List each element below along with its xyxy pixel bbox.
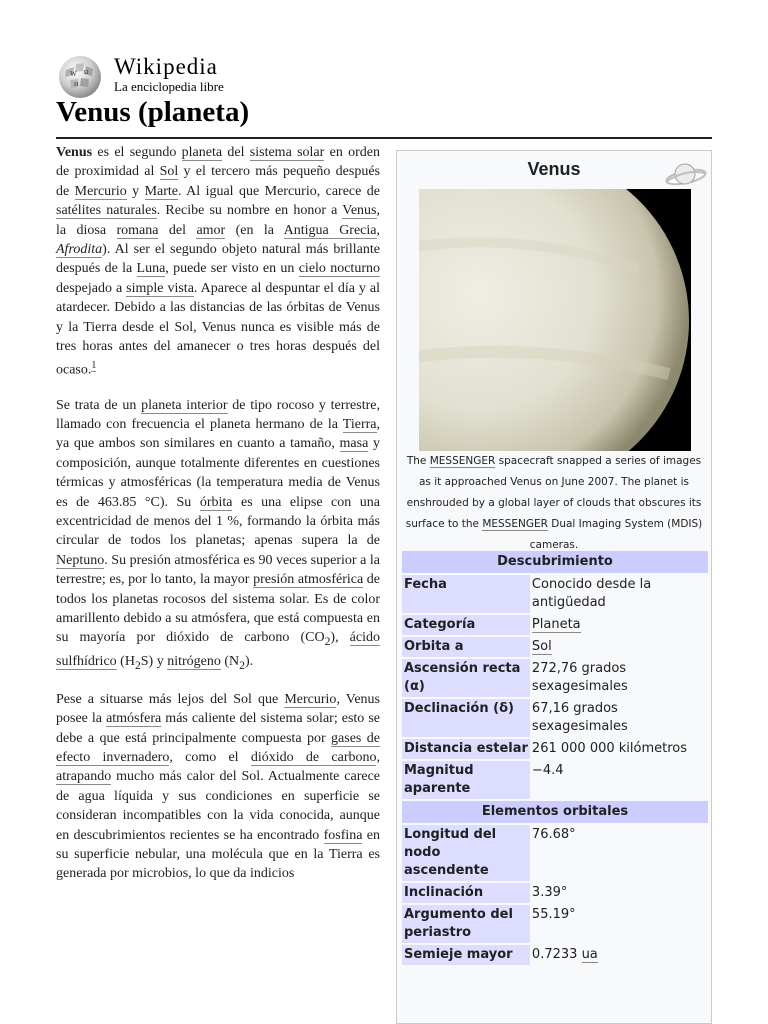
link-planeta-interior[interactable]: planeta interior: [141, 397, 228, 413]
row-value: −4.4: [530, 761, 708, 799]
text: del: [158, 222, 197, 238]
table-row: [402, 575, 708, 613]
title-divider: [56, 137, 712, 139]
text: del: [222, 145, 250, 160]
link-neptuno[interactable]: Neptuno: [56, 552, 105, 568]
link-marte[interactable]: Marte: [144, 183, 179, 199]
row-value: [530, 637, 708, 657]
text: Se trata de un: [56, 397, 142, 413]
table-row: [402, 761, 708, 799]
row-value: [530, 945, 708, 965]
row-value: [530, 615, 708, 635]
text: de tipo rocoso y terrestre, llamado con frecuencia el planeta hermano de la: [56, 397, 380, 432]
text: ,: [376, 222, 380, 238]
link-romana[interactable]: romana: [116, 222, 159, 238]
wikipedia-globe-icon[interactable]: [56, 52, 104, 100]
text: más caliente del sistema solar; esto se debe a que está principalmente compuesta por: [56, 711, 380, 746]
table-row: [402, 739, 708, 759]
text: . Su presión atmosférica es 90 veces superior a la terrestre; es, por lo tanto, la mayor: [56, 552, 380, 588]
link-orbita[interactable]: órbita: [199, 494, 233, 510]
text: , como el: [169, 750, 251, 766]
text: ,: [376, 750, 380, 766]
text: de todos los planetas rocosos del sistema solar. Es de color amarillento debido a su atmósfera, que está compuesta en su mayoría por dióxido de carbono (CO: [56, 572, 381, 646]
text: y el tercero más pequeño después de: [56, 164, 380, 199]
link-masa[interactable]: masa: [339, 436, 369, 452]
table-row: [402, 905, 708, 943]
infobox: [396, 150, 712, 1024]
text: y: [126, 183, 145, 199]
image-caption: [401, 451, 707, 556]
subscript: 2: [239, 658, 245, 672]
row-value: Conocido desde la antigüedad: [530, 575, 708, 613]
row-label: Inclinación: [402, 883, 530, 903]
table-row: [402, 615, 708, 635]
paragraph-3: [56, 690, 380, 884]
text: (en la: [225, 222, 284, 238]
svg-text:И: И: [74, 82, 79, 88]
link-sol-orbita[interactable]: Sol: [531, 639, 552, 654]
text: mucho más calor del Sol. Actualmente carece de agua líquida y sus condiciones en superficie se consideran incompatibles con la vida conocida, aunque en descubrimientos recientes se ha encontrado: [56, 769, 380, 843]
text: es el segundo: [92, 145, 182, 160]
section-header-elementos-orbitales: Elementos orbitales: [402, 801, 708, 823]
semieje-value: 0.7233: [531, 947, 578, 962]
table-row: [402, 699, 708, 737]
text: S) y: [140, 653, 168, 669]
article-subject: Venus: [56, 145, 93, 160]
table-row: [402, 883, 708, 903]
link-nitrogeno[interactable]: nitrógeno: [167, 653, 221, 669]
row-label: Declinación (δ): [402, 699, 530, 737]
subscript: 2: [324, 635, 331, 649]
svg-text:Ω: Ω: [84, 70, 89, 76]
row-value: 272,76 grados sexagesimales: [530, 659, 708, 697]
row-value: 55.19°: [530, 905, 708, 943]
link-afrodita[interactable]: Afrodita: [56, 242, 103, 258]
text: Pese a situarse más lejos del Sol que: [56, 691, 285, 707]
link-mercurio[interactable]: Mercurio: [74, 183, 127, 199]
text: . Recibe su nombre en honor a: [156, 203, 343, 219]
link-presion-atmosferica[interactable]: presión atmosférica: [253, 572, 364, 588]
link-planeta-categoria[interactable]: Planeta: [531, 617, 581, 632]
row-label: Ascensión recta (α): [402, 659, 530, 697]
row-label: Longitud del nodo ascendente: [402, 825, 530, 881]
venus-planet-illustration: [419, 189, 691, 451]
link-satelites-naturales[interactable]: satélites naturales: [56, 203, 157, 219]
link-sistema-solar[interactable]: sistema solar: [249, 145, 325, 160]
link-atmosfera[interactable]: atmósfera: [106, 711, 162, 727]
svg-text:W: W: [70, 70, 77, 78]
link-venus-diosa[interactable]: Venus: [342, 203, 377, 219]
text: en su superficie nebular, una molécula que en la Tierra es generada por microbios, lo que da indicios: [56, 827, 380, 882]
text: ). Al ser el segundo objeto natural más brillante después de la: [56, 242, 380, 277]
page-title: Venus (planeta): [56, 96, 250, 128]
venus-image[interactable]: [419, 189, 691, 451]
text: ),: [330, 630, 350, 646]
text: , la diosa: [56, 203, 380, 238]
row-value: 67,16 grados sexagesimales: [530, 699, 708, 737]
text: (N: [220, 653, 240, 669]
link-messenger[interactable]: MESSENGER: [429, 455, 496, 467]
link-ua[interactable]: ua: [581, 947, 598, 962]
text: The: [406, 455, 430, 467]
row-label: Semieje mayor: [402, 945, 530, 965]
text: , Venus posee la: [56, 691, 380, 727]
link-tierra[interactable]: Tierra: [342, 416, 377, 432]
paragraph-1: [56, 143, 380, 381]
text: ).: [244, 653, 254, 669]
table-row: [402, 659, 708, 697]
text: en orden de proximidad al: [56, 145, 380, 180]
text: y composición, aunque totalmente diferentes en cuestiones térmicas y atmosféricas (la temperatura media de Venus es de 463.85 °C). Su: [56, 436, 380, 510]
row-label: Categoría: [402, 615, 530, 635]
text: despejado a: [56, 280, 127, 296]
link-acido-sulfhidrico[interactable]: ácido sulfhídrico: [56, 630, 380, 669]
reference-1[interactable]: [91, 360, 96, 372]
infobox-title: Venus: [527, 159, 581, 179]
text: , ya que ambos son similares en cuanto a tamaño,: [56, 416, 380, 452]
paragraph-2: [56, 396, 380, 675]
text: spacecraft snapped a series of images as it approached Venus on June 2007. The planet is enshrouded by a global layer of clouds that obscures its surface to the: [405, 455, 702, 530]
link-mercurio-2[interactable]: Mercurio: [284, 691, 337, 707]
text: . Aparece al despuntar el día y al atardecer. Debido a las distancias de las órbitas de Venus y la Tierra desde el Sol, Venus nunca es visible más de tres horas antes del amanecer o tres horas después del ocaso.: [56, 280, 380, 379]
subscript: 2: [134, 658, 141, 672]
reference-link[interactable]: 1: [91, 360, 97, 372]
article-body: [56, 143, 380, 899]
row-label: Fecha: [402, 575, 530, 613]
row-label: Argumento del periastro: [402, 905, 530, 943]
infobox-table: [402, 549, 708, 967]
table-row: [402, 945, 708, 965]
text: es una elipse con una excentricidad de menos del 1 %, formando la órbita más circular de todos los planetas; apenas supera la de: [56, 494, 380, 549]
text: Dual Imaging System (MDIS) cameras.: [529, 518, 703, 551]
section-header-descubrimiento: Descubrimiento: [402, 551, 708, 573]
link-atrapando[interactable]: atrapando: [56, 769, 112, 785]
row-value: 261 000 000 kilómetros: [530, 739, 708, 759]
site-header: [56, 52, 356, 100]
text: . Al igual que Mercurio, carece de: [178, 183, 380, 199]
text: (H: [116, 653, 135, 669]
link-cielo-nocturno[interactable]: cielo nocturno: [298, 261, 380, 277]
link-messenger-2[interactable]: MESSENGER: [482, 518, 548, 530]
link-fosfina[interactable]: fosfina: [323, 827, 363, 843]
row-label: Distancia estelar: [402, 739, 530, 759]
row-label: Orbita a: [402, 637, 530, 657]
link-amor[interactable]: amor: [196, 222, 226, 238]
link-gases-efecto-invernadero[interactable]: gases de efecto invernadero: [56, 730, 380, 766]
row-label: Magnitud aparente: [402, 761, 530, 799]
link-dioxido-de-carbono[interactable]: dióxido de carbono: [250, 750, 377, 766]
link-planeta[interactable]: planeta: [181, 145, 223, 160]
planet-icon[interactable]: [663, 159, 709, 191]
link-simple-vista[interactable]: simple vista: [126, 280, 194, 296]
wikipedia-tagline: La enciclopedia libre: [114, 79, 224, 94]
table-row: [402, 637, 708, 657]
wikipedia-wordmark[interactable]: Wikipedia: [114, 54, 218, 79]
row-value: 3.39°: [530, 883, 708, 903]
link-luna[interactable]: Luna: [136, 261, 166, 277]
text: , puede ser visto en un: [165, 261, 299, 277]
row-value: 76.68°: [530, 825, 708, 881]
table-row: [402, 825, 708, 881]
link-sol[interactable]: Sol: [159, 164, 179, 180]
link-antigua-grecia[interactable]: Antigua Grecia: [283, 222, 377, 238]
